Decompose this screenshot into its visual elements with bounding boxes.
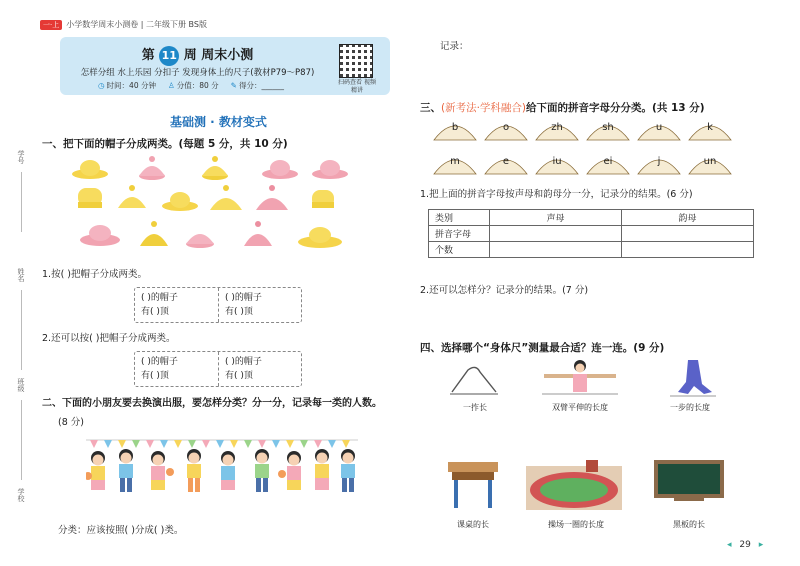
hat-pink-knit [139,156,165,180]
pinyin-fan: u [636,118,682,142]
hat-pink-knit-4 [244,221,272,246]
week-number-badge: 11 [159,46,179,66]
pinyin-fan: ei [585,152,631,176]
series-tag [40,19,207,30]
hat-yellow-knit-2 [78,188,102,208]
pinyin-fan: sh [585,118,631,142]
score-info: ♙ 分值：80 分 [167,81,219,90]
margin-label-class: 班级 [17,378,25,392]
margin-label-name: 姓名 [17,268,25,282]
hat-pink-brim [262,160,298,179]
clock-icon: ◷ [98,81,105,90]
answer-cell-a: ( )的帽子 有( )顶 [141,357,178,381]
margin-line [21,290,22,370]
answer-box-2[interactable] [134,351,302,387]
ruler-label-1: 一拃长 [463,403,487,412]
question-2-title: 二、下面的小朋友要去换演出服，要怎样分类？分一分，记录每一类的人数。 [42,398,382,409]
page-subtitle: 怎样分组 水上乐园 分扣子 发现身体上的尺子(教材P79～P87) [80,68,315,78]
hat-yellow-brim-2 [162,192,198,211]
question-2-points: (8 分) [58,417,84,428]
answer-cell-a: ( )的帽子 有( )顶 [141,293,178,317]
prev-arrow-icon[interactable]: ◂ [727,540,732,550]
margin-line [21,172,22,232]
pinyin-fan: un [687,152,733,176]
pinyin-fan: k [687,118,733,142]
page-number: 29 [739,540,751,550]
pinyin-fan: e [483,152,529,176]
person-icon: ♙ [167,81,175,90]
pinyin-grid [432,118,732,176]
pinyin-fan: o [483,118,529,142]
object-label-1: 课桌的长 [457,520,489,529]
got-score-info: ✎ 得分：______ [230,81,284,90]
table-input-cell[interactable] [622,226,754,242]
step-image [668,358,718,398]
record-label: 记录： [440,41,469,52]
exam-meta [98,80,284,91]
child-3 [151,451,174,490]
pinyin-fan: j [636,152,682,176]
ruler-label-3: 一步的长度 [670,403,710,412]
table-header-category: 类别 [429,210,490,226]
child-2 [119,449,133,492]
page-title: 第 11 周 周末小测 [60,44,335,66]
series-grade-badge: 一·上 [40,20,62,30]
bunting-flags [86,440,358,448]
table-header-initials: 声母 [490,210,622,226]
question-1-1: 1.按( )把帽子分成两类。 [42,269,147,280]
children-illustration [86,436,361,504]
playground-image [526,460,622,510]
new-type-tag: (新考法·学科融合) [441,102,527,114]
desk-image [446,460,500,510]
question-1-2: 2.还可以按( )把帽子分成两类。 [42,333,176,344]
child-5 [221,451,235,490]
next-arrow-icon[interactable]: ▸ [758,540,764,550]
hat-yellow-brim [72,160,108,179]
hat-pink-knit-3 [186,234,214,248]
object-label-3: 黑板的长 [673,520,705,529]
child-7 [278,451,301,490]
table-header-finals: 韵母 [622,210,754,226]
child-1 [86,451,105,490]
pinyin-fan: m [432,152,478,176]
table-row-letters: 拼音字母 [429,226,490,242]
hat-yellow-brim-3 [298,227,342,248]
series-text: 小学数学周末小测卷 | 二年级下册 BS版 [66,20,207,29]
section-title: 基础测 · 教材变式 [170,115,267,129]
pager [727,540,763,550]
hat-yellow-knit [202,156,228,180]
question-4-title: 四、选择哪个“身体尺”测量最合适？连一连。(9 分) [420,342,665,354]
hat-yellow-knit-3 [118,185,146,208]
child-9 [341,449,355,492]
pinyin-fan: iu [534,152,580,176]
child-6 [255,449,269,492]
question-2-footer: 分类：应该按照( )分成( )类。 [58,525,184,536]
hand-span-image [448,362,500,398]
question-3-2: 2.还可以怎样分？记录分的结果。(7 分) [420,285,589,296]
hat-yellow-knit-5 [312,190,334,208]
question-3-title: 三、(新考法·学科融合)给下面的拼音字母分分类。(共 13 分) [420,102,705,114]
pinyin-fan: b [432,118,478,142]
hat-pink-knit-2 [256,185,288,210]
object-label-2: 操场一圈的长度 [548,520,604,529]
hat-pink-brim-2 [312,160,348,179]
hats-illustration [70,156,360,256]
blackboard-image [654,460,724,502]
hat-pink-brim-3 [80,225,120,246]
arm-span-image [540,358,620,398]
pen-icon: ✎ [230,81,237,90]
child-4 [187,449,201,492]
question-3-1: 1.把上面的拼音字母按声母和韵母分一分，记录分的结果。(6 分) [420,189,693,200]
answer-cell-b: ( )的帽子 有( )顶 [218,352,301,386]
margin-line [21,400,22,480]
time-info: ◷ 时间：40 分钟 [98,81,156,90]
margin-label-id: 学号 [17,150,25,164]
ruler-label-2: 双臂平伸的长度 [552,403,608,412]
table-input-cell[interactable] [622,242,754,258]
table-input-cell[interactable] [490,226,622,242]
qr-caption: 扫码查看 视频精讲 [338,79,376,94]
answer-cell-b: ( )的帽子 有( )顶 [218,288,301,322]
qr-code[interactable] [339,44,373,78]
margin-label-school: 学校 [17,488,25,502]
question-1-title: 一、把下面的帽子分成两类。(每题 5 分，共 10 分) [42,138,288,150]
hat-yellow-knit-6 [140,221,168,246]
child-8 [315,449,329,490]
pinyin-fan: zh [534,118,580,142]
table-row-count: 个数 [429,242,490,258]
answer-box-1[interactable] [134,287,302,323]
table-input-cell[interactable] [490,242,622,258]
classification-table [428,209,754,258]
hat-yellow-knit-4 [210,185,242,210]
